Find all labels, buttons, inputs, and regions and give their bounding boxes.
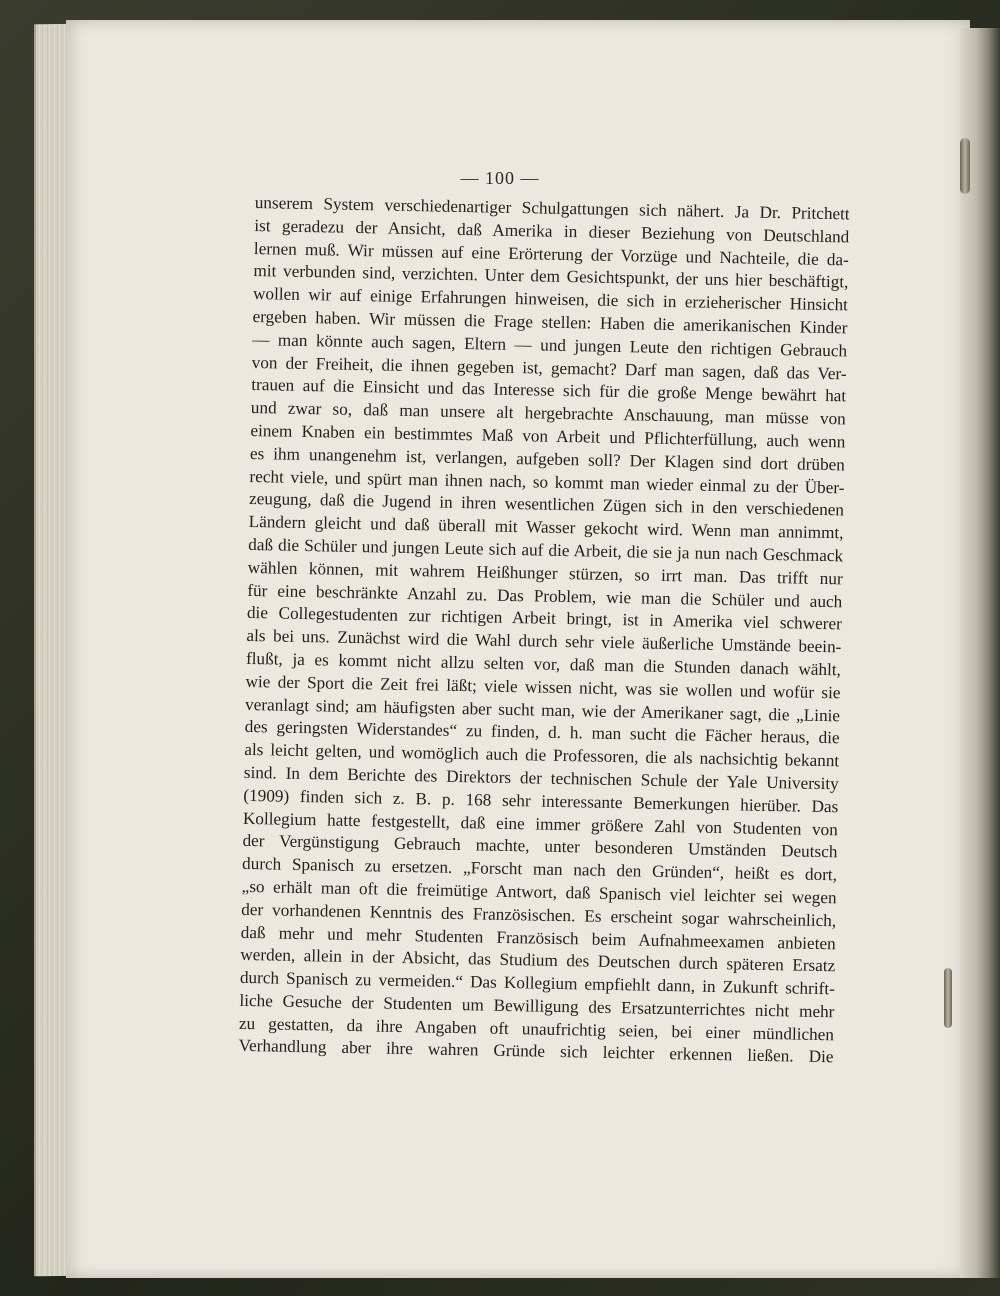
text-line: als bei uns. Zunächst wird die Wahl durch sehr viele äußerliche Umstände beein- — [246, 626, 842, 657]
text-line: der vorhandenen Kenntnis des Französischen. Es erscheint sogar wahrscheinlich, — [241, 899, 837, 930]
text-line: die Collegestudenten zur richtigen Arbeit bringt, ist in Amerika viel schwerer — [246, 603, 842, 634]
text-line: des geringsten Widerstandes“ zu finden, d. h. man sucht die Fächer heraus, die — [244, 717, 840, 748]
binding-clip-bottom — [944, 968, 952, 1028]
text-line: Ländern gleicht und daß überall mit Wasser gekocht wird. Wenn man annimmt, — [248, 512, 844, 543]
text-line: wollen wir auf einige Erfahrungen hinweisen, die sich in erzieherischer Hinsicht — [252, 284, 849, 315]
text-line: „so erhält man oft die freimütige Antwort, daß Spanisch viel leichter sei wegen — [241, 876, 837, 908]
text-line: und zwar so, daß man unsere alt hergebrachte Anschauung, man müsse von — [250, 398, 846, 429]
text-line: von der Freiheit, die ihnen gegeben ist, gemacht? Darf man sagen, daß das Ver- — [251, 352, 847, 383]
text-line: Verhandlung aber ihre wahren Gründe sich leichter erkennen ließen. Die — [238, 1036, 834, 1067]
text-line: zeugung, daß die Jugend in ihren wesentlichen Zügen sich in den verschiedenen — [248, 489, 845, 520]
text-line: — man könnte auch sagen, Eltern — und jungen Leute den richtigen Gebrauch — [251, 329, 848, 361]
text-line: veranlagt sind; am häufigsten aber sucht man, wie der Amerikaner sagt, die „Linie — [244, 694, 841, 725]
text-line: daß mehr und mehr Studenten Französisch beim Aufnahmeexamen anbieten — [240, 922, 836, 953]
text-line: durch Spanisch zu ersetzen. „Forscht man nach den Gründen“, heißt es dort, — [241, 853, 838, 885]
text-line: Kollegium hatte festgestellt, daß eine immer größere Zahl von Studenten von — [242, 808, 839, 839]
text-line: durch Spanisch zu vermeiden.“ Das Kollegium empfiehlt dann, in Zukunft schrift- — [239, 967, 835, 999]
text-line: der Vergünstigung Gebrauch machte, unter besonderen Umständen Deutsch — [242, 831, 838, 862]
text-line: wählen können, mit wahrem Heißhunger stürzen, so irrt man. Das trifft nur — [247, 557, 843, 589]
text-line: ergeben haben. Wir müssen die Frage stellen: Haben die amerikanischen Kinder — [252, 306, 848, 338]
text-line: wie der Sport die Zeit frei läßt; viele wissen nicht, was sie wollen und wofür sie — [245, 671, 841, 703]
text-line: unserem System verschiedenartiger Schulgattungen sich nähert. Ja Dr. Pritchett — [254, 192, 850, 224]
text-line: es ihm unangenehm ist, verlangen, aufgeben soll? Der Klagen sind dort drüben — [249, 443, 846, 475]
book-gutter — [960, 28, 1000, 1278]
body-text — [238, 192, 850, 1070]
text-line: als leicht gelten, und womöglich auch die Professoren, die als nachsichtig bekannt — [244, 740, 840, 771]
text-line: einem Knaben ein bestimmtes Maß von Arbeit und Pflichterfüllung, auch wenn — [250, 420, 846, 452]
text-line: liche Gesuche der Studenten um Bewilligung des Ersatzunterrichtes nicht mehr — [239, 990, 835, 1022]
text-line: recht viele, und spürt man ihnen nach, so kommt man wieder einmal zu der Über- — [249, 466, 845, 497]
text-line: daß die Schüler und jungen Leute sich auf die Arbeit, die sie ja nun nach Geschmack — [248, 534, 844, 566]
text-line: lernen muß. Wir müssen auf eine Erörterung der Vorzüge und Nachteile, die da- — [253, 238, 849, 270]
text-line: flußt, ja es kommt nicht allzu selten vor, daß man die Stunden danach wählt, — [245, 648, 842, 680]
text-line: werden, allein in der Absicht, das Studium des Deutschen durch späteren Ersatz — [240, 945, 836, 976]
text-line: mit verbunden sind, verzichten. Unter dem Gesichtspunkt, der uns hier beschäftigt, — [253, 261, 849, 292]
text-line: ist geradezu der Ansicht, daß Amerika in dieser Beziehung von Deutschland — [254, 215, 850, 247]
text-line: trauen auf die Einsicht und das Interesse sich für die große Menge bewährt hat — [251, 375, 847, 406]
text-line: für eine beschränkte Anzahl zu. Das Problem, wie man die Schüler und auch — [247, 580, 843, 611]
text-line: (1909) finden sich z. B. p. 168 sehr interessante Bemerkungen hierüber. Das — [243, 785, 839, 817]
page-number: — 100 — — [460, 168, 540, 188]
text-line: sind. In dem Berichte des Direktors der technischen Schule der Yale University — [243, 762, 839, 794]
text-line: zu gestatten, da ihre Angaben oft unaufrichtig seien, bei einer mündlichen — [238, 1013, 835, 1044]
